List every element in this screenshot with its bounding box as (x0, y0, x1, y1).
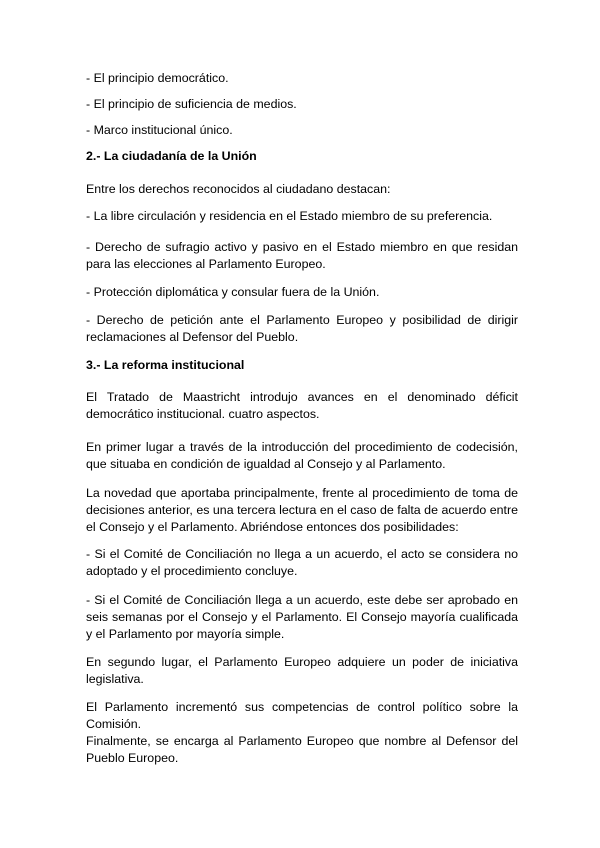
section-heading-ciudadania: 2.- La ciudadanía de la Unión (86, 149, 257, 163)
principle-item: - El principio democrático. (86, 71, 229, 85)
section-heading-reforma: 3.- La reforma institucional (86, 358, 245, 372)
rights-intro: Entre los derechos reconocidos al ciudadano destacan: (86, 182, 391, 196)
right-item: - Protección diplomática y consular fuera de la Unión. (86, 285, 380, 299)
paragraph: El Parlamento incrementó sus competencias de control político sobre la Comisión. (86, 700, 518, 731)
right-item: - La libre circulación y residencia en el Estado miembro de su preferencia. (86, 209, 493, 223)
right-item: - Derecho de sufragio activo y pasivo en el Estado miembro en que residan para las elecciones al Parlamento Europeo. (86, 240, 518, 271)
paragraph: En segundo lugar, el Parlamento Europeo adquiere un poder de iniciativa legislativa. (86, 655, 518, 686)
document-page (86, 70, 518, 776)
principle-item: - Marco institucional único. (86, 123, 233, 137)
principle-item: - El principio de suficiencia de medios. (86, 97, 297, 111)
paragraph: - Si el Comité de Conciliación no llega a un acuerdo, el acto se considera no adoptado y el procedimiento concluye. (86, 547, 518, 578)
paragraph: - Si el Comité de Conciliación llega a un acuerdo, este debe ser aprobado en seis semanas por el Consejo y el Parlamento. El Consejo mayoría cualificada y el Parlamento por mayoría simple. (86, 593, 518, 641)
paragraph: La novedad que aportaba principalmente, frente al procedimiento de toma de decisiones anterior, es una tercera lectura en el caso de falta de acuerdo entre el Consejo y el Parlamento. Abriéndose entonces dos posibilidades: (86, 486, 518, 534)
right-item: - Derecho de petición ante el Parlamento Europeo y posibilidad de dirigir reclamaciones al Defensor del Pueblo. (86, 313, 518, 344)
paragraph: El Tratado de Maastricht introdujo avances en el denominado déficit democrático institucional. cuatro aspectos. (86, 390, 518, 421)
paragraph: En primer lugar a través de la introducción del procedimiento de codecisión, que situaba en condición de igualdad al Consejo y al Parlamento. (86, 440, 518, 471)
paragraph: Finalmente, se encarga al Parlamento Europeo que nombre al Defensor del Pueblo Europeo. (86, 734, 518, 765)
